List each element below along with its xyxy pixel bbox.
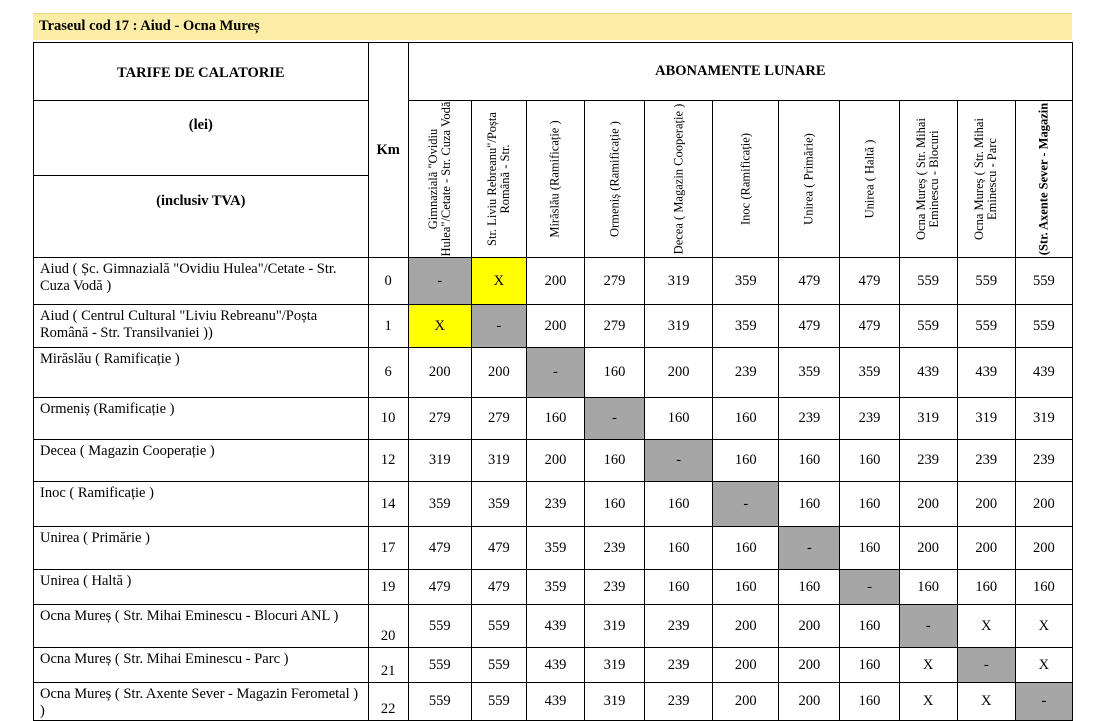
fare-cell: 200 bbox=[1015, 527, 1072, 570]
fare-cell: 200 bbox=[408, 348, 471, 398]
fare-cell: 200 bbox=[957, 527, 1015, 570]
km-value: 19 bbox=[368, 570, 408, 605]
fare-cell: 200 bbox=[899, 482, 957, 527]
fare-cell: - bbox=[957, 648, 1015, 683]
table-row bbox=[34, 348, 1073, 398]
table-row bbox=[34, 440, 1073, 482]
fare-cell: 160 bbox=[713, 440, 779, 482]
fare-cell: 160 bbox=[840, 605, 899, 648]
fare-cell: 479 bbox=[779, 258, 840, 305]
fare-cell: 160 bbox=[585, 482, 645, 527]
fare-cell: 359 bbox=[526, 527, 584, 570]
fare-cell: 200 bbox=[713, 648, 779, 683]
table-row bbox=[34, 570, 1073, 605]
fare-cell: 200 bbox=[645, 348, 713, 398]
fare-cell: 479 bbox=[408, 527, 471, 570]
fare-cell: - bbox=[840, 570, 899, 605]
fare-cell: 160 bbox=[713, 527, 779, 570]
fare-cell: 359 bbox=[471, 482, 526, 527]
fare-cell: 559 bbox=[408, 683, 471, 721]
fare-cell: - bbox=[471, 305, 526, 348]
fare-cell: 160 bbox=[840, 683, 899, 721]
fare-cell: 200 bbox=[526, 258, 584, 305]
fare-cell: 279 bbox=[585, 305, 645, 348]
fare-cell: 279 bbox=[408, 398, 471, 440]
header-km: Km bbox=[368, 43, 408, 258]
fare-cell: 559 bbox=[957, 305, 1015, 348]
fare-cell: 319 bbox=[645, 258, 713, 305]
fare-cell: 239 bbox=[779, 398, 840, 440]
km-value: 20 bbox=[368, 605, 408, 648]
column-header-3 bbox=[585, 101, 645, 258]
fare-cell: 319 bbox=[585, 648, 645, 683]
fare-cell: 559 bbox=[471, 683, 526, 721]
fare-cell: 200 bbox=[779, 683, 840, 721]
fare-cell: 160 bbox=[840, 440, 899, 482]
header-lei: (lei) bbox=[34, 101, 369, 176]
fare-cell: 160 bbox=[1015, 570, 1072, 605]
fare-cell: 200 bbox=[779, 605, 840, 648]
fare-cell: 160 bbox=[779, 482, 840, 527]
fare-cell: 160 bbox=[645, 527, 713, 570]
fare-cell: 160 bbox=[645, 398, 713, 440]
fare-cell: 200 bbox=[526, 305, 584, 348]
fare-table bbox=[33, 42, 1073, 721]
fare-cell: 200 bbox=[957, 482, 1015, 527]
column-header-0 bbox=[408, 101, 471, 258]
fare-cell: 200 bbox=[713, 683, 779, 721]
fare-cell: 359 bbox=[713, 305, 779, 348]
column-header-8 bbox=[899, 101, 957, 258]
route-title: Traseul cod 17 : Aiud - Ocna Mureș bbox=[39, 18, 260, 34]
column-header-label: Inoc (Ramificație) bbox=[738, 133, 753, 225]
fare-cell: 239 bbox=[526, 482, 584, 527]
fare-cell: 200 bbox=[526, 440, 584, 482]
fare-cell: 319 bbox=[957, 398, 1015, 440]
column-header-5 bbox=[713, 101, 779, 258]
column-header-label: Ormeniș (Ramificație ) bbox=[607, 121, 622, 237]
fare-cell: 239 bbox=[840, 398, 899, 440]
column-header-label: Ocna Mureș ( Str. Mihai Eminescu - Parc bbox=[972, 118, 1000, 240]
station-name: Decea ( Magazin Cooperație ) bbox=[34, 440, 369, 482]
fare-cell: - bbox=[585, 398, 645, 440]
fare-cell: 479 bbox=[471, 570, 526, 605]
fare-cell: 559 bbox=[899, 305, 957, 348]
route-title-bar bbox=[33, 13, 1072, 40]
fare-cell: 359 bbox=[779, 348, 840, 398]
fare-cell: 239 bbox=[645, 605, 713, 648]
table-row bbox=[34, 398, 1073, 440]
km-value: 1 bbox=[368, 305, 408, 348]
fare-cell: 160 bbox=[645, 570, 713, 605]
table-row bbox=[34, 482, 1073, 527]
fare-cell: 239 bbox=[645, 648, 713, 683]
header-tarife: TARIFE DE CALATORIE bbox=[34, 43, 369, 101]
fare-cell: 239 bbox=[585, 527, 645, 570]
fare-cell: 200 bbox=[471, 348, 526, 398]
fare-cell: 279 bbox=[471, 398, 526, 440]
station-name: Ormeniș (Ramificație ) bbox=[34, 398, 369, 440]
column-header-6 bbox=[779, 101, 840, 258]
fare-cell: X bbox=[899, 683, 957, 721]
fare-cell: 239 bbox=[899, 440, 957, 482]
fare-cell: - bbox=[899, 605, 957, 648]
fare-cell: 160 bbox=[899, 570, 957, 605]
station-name: Mirăslău ( Ramificație ) bbox=[34, 348, 369, 398]
fare-cell: 319 bbox=[471, 440, 526, 482]
fare-cell: X bbox=[899, 648, 957, 683]
fare-cell: 439 bbox=[526, 605, 584, 648]
fare-cell: 439 bbox=[899, 348, 957, 398]
fare-cell: 319 bbox=[585, 683, 645, 721]
table-row bbox=[34, 683, 1073, 721]
km-value: 10 bbox=[368, 398, 408, 440]
fare-cell: 559 bbox=[408, 605, 471, 648]
fare-cell: 160 bbox=[585, 348, 645, 398]
fare-cell: 160 bbox=[645, 482, 713, 527]
fare-cell: 479 bbox=[779, 305, 840, 348]
fare-cell: 239 bbox=[713, 348, 779, 398]
table-row bbox=[34, 305, 1073, 348]
table-row bbox=[34, 648, 1073, 683]
fare-cell: 160 bbox=[779, 440, 840, 482]
fare-cell: 359 bbox=[526, 570, 584, 605]
column-header-label: Mirăslău (Ramificație ) bbox=[547, 120, 562, 238]
fare-cell: 359 bbox=[713, 258, 779, 305]
column-header-label: Str. Liviu Rebreanu"/Poșta Română - Str. bbox=[484, 112, 512, 246]
fare-cell: 479 bbox=[840, 258, 899, 305]
fare-cell: 200 bbox=[713, 605, 779, 648]
fare-cell: X bbox=[957, 683, 1015, 721]
fare-cell: 160 bbox=[585, 440, 645, 482]
fare-cell: 160 bbox=[840, 648, 899, 683]
fare-cell: 319 bbox=[645, 305, 713, 348]
fare-cell: 559 bbox=[1015, 305, 1072, 348]
fare-cell: 160 bbox=[779, 570, 840, 605]
fare-cell: - bbox=[526, 348, 584, 398]
fare-cell: 479 bbox=[408, 570, 471, 605]
km-value: 17 bbox=[368, 527, 408, 570]
fare-cell: - bbox=[1015, 683, 1072, 721]
fare-cell: 319 bbox=[1015, 398, 1072, 440]
station-name: Aiud ( Șc. Gimnazială "Ovidiu Hulea"/Cetate - Str. Cuza Vodă ) bbox=[34, 258, 369, 305]
header-tva: (inclusiv TVA) bbox=[34, 175, 369, 257]
fare-cell: 200 bbox=[1015, 482, 1072, 527]
fare-cell: 559 bbox=[471, 605, 526, 648]
fare-cell: 279 bbox=[585, 258, 645, 305]
station-name: Unirea ( Primărie ) bbox=[34, 527, 369, 570]
column-header-label: Gimnazială "Ovidiu Hulea"/Cetate - Str. Cuza Vodă bbox=[425, 101, 453, 257]
fare-cell: X bbox=[471, 258, 526, 305]
station-name: Inoc ( Ramificație ) bbox=[34, 482, 369, 527]
fare-cell: 160 bbox=[713, 398, 779, 440]
fare-cell: X bbox=[408, 305, 471, 348]
column-header-7 bbox=[840, 101, 899, 258]
column-header-4 bbox=[645, 101, 713, 258]
fare-cell: 239 bbox=[585, 570, 645, 605]
fare-cell: 559 bbox=[957, 258, 1015, 305]
fare-cell: 160 bbox=[713, 570, 779, 605]
km-value: 22 bbox=[368, 683, 408, 721]
fare-cell: - bbox=[779, 527, 840, 570]
fare-cell: 319 bbox=[585, 605, 645, 648]
fare-cell: 200 bbox=[899, 527, 957, 570]
table-row bbox=[34, 258, 1073, 305]
fare-cell: 160 bbox=[526, 398, 584, 440]
fare-cell: 160 bbox=[840, 482, 899, 527]
fare-cell: X bbox=[1015, 605, 1072, 648]
fare-cell: 479 bbox=[840, 305, 899, 348]
fare-cell: X bbox=[957, 605, 1015, 648]
fare-cell: 319 bbox=[899, 398, 957, 440]
fare-cell: 439 bbox=[1015, 348, 1072, 398]
fare-cell: 559 bbox=[1015, 258, 1072, 305]
fare-cell: 559 bbox=[471, 648, 526, 683]
column-header-label: Unirea ( Primărie) bbox=[801, 133, 816, 225]
fare-cell: 160 bbox=[957, 570, 1015, 605]
fare-cell: 559 bbox=[899, 258, 957, 305]
fare-cell: X bbox=[1015, 648, 1072, 683]
fare-cell: - bbox=[408, 258, 471, 305]
column-header-label: Unirea ( Haltă ) bbox=[862, 139, 877, 219]
station-name: Unirea ( Haltă ) bbox=[34, 570, 369, 605]
fare-cell: 200 bbox=[779, 648, 840, 683]
km-value: 6 bbox=[368, 348, 408, 398]
column-header-label: Decea ( Magazin Cooperație ) bbox=[671, 103, 686, 255]
fare-cell: 439 bbox=[957, 348, 1015, 398]
km-value: 12 bbox=[368, 440, 408, 482]
fare-cell: 319 bbox=[408, 440, 471, 482]
column-header-label: (Str. Axente Sever - Magazin bbox=[1036, 102, 1051, 256]
fare-cell: - bbox=[713, 482, 779, 527]
km-value: 0 bbox=[368, 258, 408, 305]
column-header-1 bbox=[471, 101, 526, 258]
table-row bbox=[34, 527, 1073, 570]
column-header-9 bbox=[957, 101, 1015, 258]
fare-cell: 239 bbox=[957, 440, 1015, 482]
fare-cell: - bbox=[645, 440, 713, 482]
fare-cell: 439 bbox=[526, 683, 584, 721]
station-name: Aiud ( Centrul Cultural "Liviu Rebreanu"/Poșta Română - Str. Transilvaniei )) bbox=[34, 305, 369, 348]
fare-cell: 439 bbox=[526, 648, 584, 683]
header-abonamente: ABONAMENTE LUNARE bbox=[408, 43, 1072, 101]
fare-cell: 559 bbox=[408, 648, 471, 683]
station-name: Ocna Mureș ( Str. Mihai Eminescu - Parc ) bbox=[34, 648, 369, 683]
km-value: 14 bbox=[368, 482, 408, 527]
fare-cell: 239 bbox=[645, 683, 713, 721]
station-name: Ocna Mureș ( Str. Mihai Eminescu - Blocuri ANL ) bbox=[34, 605, 369, 648]
fare-cell: 359 bbox=[840, 348, 899, 398]
column-header-10 bbox=[1015, 101, 1072, 258]
column-header-label: Ocna Mureș ( Str. Mihai Eminescu - Blocuri bbox=[914, 118, 942, 240]
fare-cell: 359 bbox=[408, 482, 471, 527]
table-row bbox=[34, 605, 1073, 648]
fare-cell: 239 bbox=[1015, 440, 1072, 482]
station-name: Ocna Mureș ( Str. Axente Sever - Magazin Ferometal ) ) bbox=[34, 683, 369, 721]
fare-cell: 479 bbox=[471, 527, 526, 570]
column-header-2 bbox=[526, 101, 584, 258]
fare-cell: 160 bbox=[840, 527, 899, 570]
km-value: 21 bbox=[368, 648, 408, 683]
